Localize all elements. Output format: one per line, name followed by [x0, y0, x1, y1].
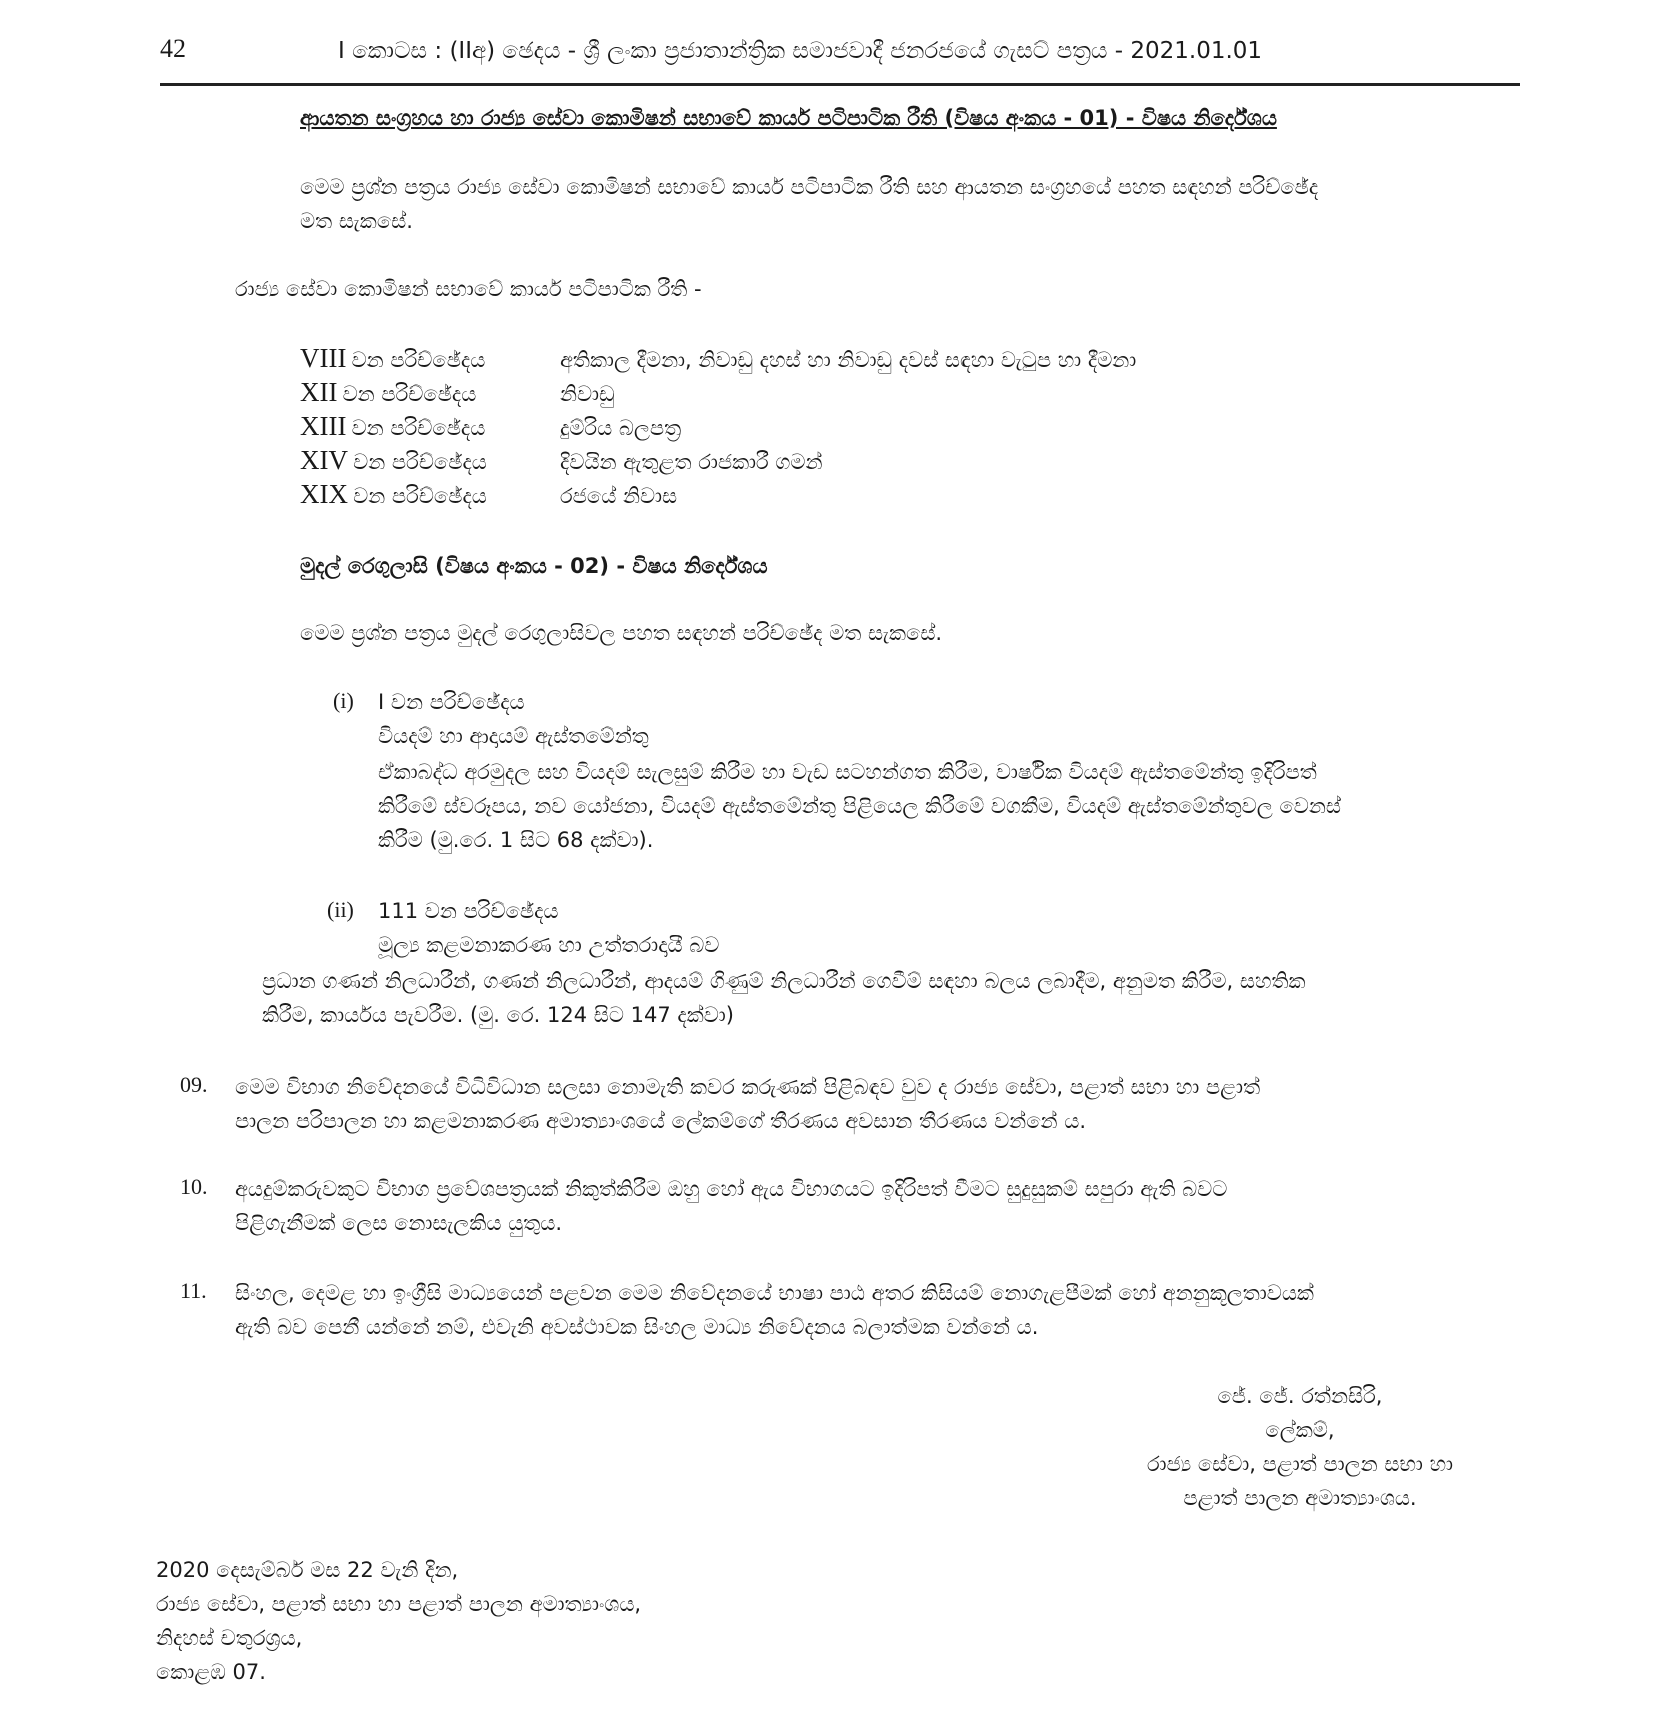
- item-description-line: ප්‍රධාන ගණන් නිලධාරීන්, ගණන් නිලධාරීන්, ආදයම් ගිණුම් නිලධාරීන් ගෙවීම් සඳහා බලය ලබාදීම, අනුමත කිරීම, සහතික: [262, 969, 1306, 993]
- chapter-label: වන පරිච්ඡේදය: [353, 450, 487, 474]
- syllabus-heading-2: මුදල් රෙගුලාසි (විෂය අංකය - 02) - විෂය නිර්දේශය: [300, 554, 768, 578]
- clause-line: පිළිගැනීමක් ලෙස නොසැලකිය යුතුය.: [235, 1211, 563, 1235]
- chapter-row: [300, 343, 485, 377]
- clause-line: පාලන පරිපාලන හා කළමනාකරණ අමාත්‍යාංශයේ ලේකම්ගේ තීරණය අවසාන තීරණය වන්නේ ය.: [235, 1109, 1087, 1133]
- chapter-number: XII: [300, 377, 338, 407]
- syllabus-heading-1: ආයතන සංග්‍රහය හා රාජ්‍ය සේවා කොමිෂන් සභාවේ කාර්ය පටිපාටික රීති (විෂය අංකය - 01) - විෂය නිර්දේශය: [300, 106, 1277, 130]
- page-number: 42: [160, 34, 186, 63]
- item-description-line: කිරීම, කාර්යය පැවරීම. (මු. රෙ. 124 සිට 147 දක්වා): [262, 1003, 734, 1027]
- clause-text: [235, 1070, 1520, 1138]
- gazette-header: I කොටස : (IIඅ) ඡෙදය - ශ්‍රී ලංකා ප්‍රජාතාන්ත්‍රික සමාජවාදී ජනරජයේ ගැසට් පත්‍රය - 2021.01.01: [338, 38, 1263, 64]
- chapter-row: [300, 377, 476, 411]
- clause-line: සිංහල, දෙමළ හා ඉංග්‍රීසි මාධ්‍යයෙන් පළවන මෙම නිවේදනයේ භාෂා පාඨ අතර කිසියම් නොගැළපීමක් හෝ අනනුකූලතාවයක්: [235, 1281, 1314, 1305]
- signatory-ministry-line-2: පළාත් පාලන අමාත්‍යාංශය.: [1183, 1486, 1417, 1510]
- clause-number: 10.: [180, 1174, 208, 1199]
- chapter-title: නිවාඩු: [560, 382, 615, 406]
- clause-number: 09.: [180, 1072, 208, 1097]
- clause-number: 11.: [180, 1278, 207, 1303]
- signatory-ministry-line-1: රාජ්‍ය සේවා, පළාත් පාලන සභා හා: [1146, 1452, 1454, 1476]
- chapter-number: VIII: [300, 343, 347, 373]
- chapter-row: [300, 479, 487, 513]
- chapter-label: වන පරිච්ඡේදය: [342, 382, 477, 406]
- chapter-number: XIX: [300, 479, 348, 509]
- office-location: නිදහස් චතුරශ්‍රය,: [156, 1626, 303, 1650]
- chapter-label: වන පරිච්ඡේදය: [351, 416, 486, 440]
- clause-text: [235, 1172, 1520, 1240]
- item-chapter: I වන පරිච්ඡේදය: [378, 690, 525, 714]
- chapter-label: වන පරිච්ඡේදය: [353, 484, 487, 508]
- chapter-number: XIV: [300, 445, 348, 475]
- item-description-line: ඒකාබද්ධ අරමුදල සහ වියදම් සැලසුම් කිරීම හා වැඩ සටහන්ගත කිරීම, වාර්ෂික වියදම් ඇස්තමේන්තු ඉදිරිපත්: [378, 760, 1317, 784]
- signatory-name: ජේ. ජේ. රත්නසිරි,: [1217, 1384, 1383, 1408]
- chapter-label: වන පරිච්ඡේදය: [351, 348, 486, 372]
- chapter-number: XIII: [300, 411, 347, 441]
- clause-line: අයදුම්කරුවකුට විභාග ප්‍රවේශපත්‍රයක් නිකුත්කිරීම ඔහු හෝ ඇය විභාගයට ඉදිරිපත් වීමට සුදුසුකම් සපුරා ඇති බවට: [235, 1177, 1228, 1201]
- syllabus-1-intro: [300, 170, 1520, 238]
- item-number: (i): [333, 688, 354, 713]
- rules-subheading: රාජ්‍ය සේවා කොමිෂන් සභාවේ කාර්ය පටිපාටික රීති -: [235, 277, 702, 301]
- item-description: [262, 964, 1520, 1032]
- chapter-title: දුම්රිය බලපත්‍ර: [560, 416, 682, 440]
- issuing-office: රාජ්‍ය සේවා, පළාත් සභා හා පළාත් පාලන අමාත්‍යාංශය,: [156, 1592, 642, 1616]
- item-number: (ii): [327, 897, 354, 922]
- syllabus-2-intro: මෙම ප්‍රශ්න පත්‍රය මුදල් රෙගුලාසිවල පහත සඳහන් පරිච්ඡේද මත සැකසේ.: [300, 621, 943, 645]
- clause-text: [235, 1276, 1520, 1344]
- syllabus-1-intro-line-2: මත සැකසේ.: [300, 209, 413, 233]
- office-city: කොළඹ 07.: [156, 1660, 266, 1684]
- item-description-line: කිරීමේ ස්වරූපය, නව යෝජනා, වියදම් ඇස්තමේන්තු පිළියෙල කිරීමේ වගකීම, වියදම් ඇස්තමේන්තුවල වෙනස්: [378, 794, 1342, 818]
- item-chapter: 111 වන පරිච්ඡේදය: [378, 899, 559, 923]
- item-description: [378, 755, 1520, 857]
- chapter-title: රජයේ නිවාස: [560, 484, 678, 508]
- header-rule: [160, 83, 1520, 86]
- clause-line: ඇති බව පෙනී යන්නේ නම්, එවැනි අවස්ථාවක සිංහල මාධ්‍ය නිවේදනය බලාත්මක වන්නේ ය.: [235, 1315, 1039, 1339]
- item-title: වියදම් හා ආදායම් ඇස්තමේන්තු: [378, 724, 649, 748]
- syllabus-1-intro-line-1: මෙම ප්‍රශ්න පත්‍රය රාජ්‍ය සේවා කොමිෂන් සභාවේ කාර්ය පටිපාටික රීති සහ ආයතන සංග්‍රහයේ පහත සඳහන් පරිච්ඡේද: [300, 175, 1319, 199]
- issue-date: 2020 දෙසැම්බර් මස 22 වැනි දින,: [156, 1558, 459, 1582]
- chapter-row: [300, 411, 485, 445]
- item-title: මූල්‍ය කළමනාකරණ හා උත්තරාදායී බව: [378, 933, 720, 957]
- chapter-title: අතිකාල දීමනා, නිවාඩු දහස් හා නිවාඩු දවස් සඳහා වැටුප හා දීමනා: [560, 348, 1137, 372]
- item-description-line: කිරීම (මු.රෙ. 1 සිට 68 දක්වා).: [378, 828, 654, 852]
- chapter-row: [300, 445, 487, 479]
- signatory-designation: ලේකම්,: [1265, 1418, 1335, 1442]
- chapter-title: දිවයින ඇතුළත රාජකාරී ගමන්: [560, 450, 823, 474]
- clause-line: මෙම විභාග නිවේදනයේ විධිවිධාන සලසා නොමැති කවර කරුණක් පිළිබඳව වුව ද රාජ්‍ය සේවා, පළාත් සභා හා පළාත්: [235, 1075, 1261, 1099]
